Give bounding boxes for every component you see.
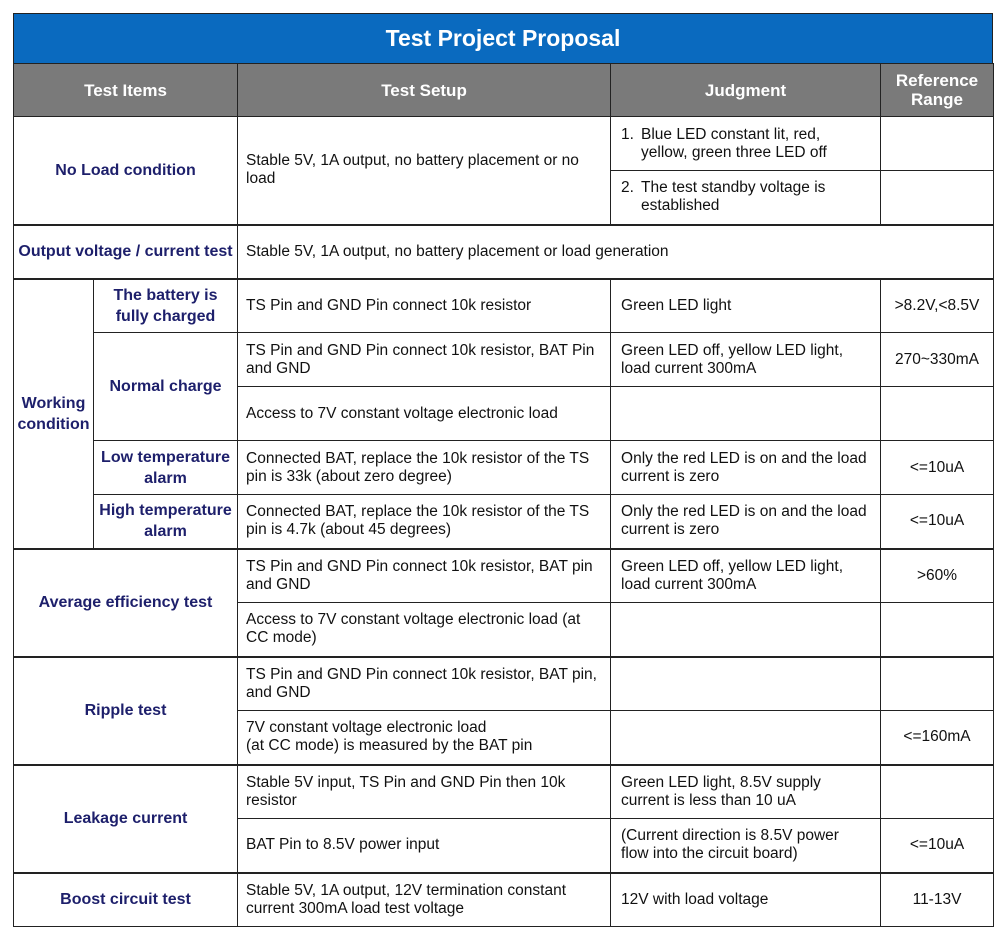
ripple-label: Ripple test <box>14 657 238 765</box>
working-condition-label: Working condition <box>14 279 94 549</box>
efficiency-ref-2 <box>881 603 994 657</box>
no-load-judgment-1: 1. Blue LED constant lit, red, yellow, green three LED off <box>611 117 881 171</box>
table-row <box>14 225 994 279</box>
fully-charged-label: The battery is fully charged <box>94 279 238 333</box>
low-temp-ref: <=10uA <box>881 441 994 495</box>
table-row <box>14 117 994 171</box>
efficiency-setup-2: Access to 7V constant voltage electronic load (at CC mode) <box>238 603 611 657</box>
table-row <box>14 657 994 711</box>
no-load-label: No Load condition <box>14 117 238 225</box>
efficiency-setup-1: TS Pin and GND Pin connect 10k resistor, BAT pin and GND <box>238 549 611 603</box>
leakage-label: Leakage current <box>14 765 238 873</box>
normal-charge-judgment-2 <box>611 387 881 441</box>
normal-charge-ref-1: 270~330mA <box>881 333 994 387</box>
low-temp-judgment: Only the red LED is on and the load current is zero <box>611 441 881 495</box>
efficiency-judgment-1: Green LED off, yellow LED light, load current 300mA <box>611 549 881 603</box>
table-row <box>14 765 994 819</box>
table-row <box>14 549 994 603</box>
high-temp-setup: Connected BAT, replace the 10k resistor of the TS pin is 4.7k (about 45 degrees) <box>238 495 611 549</box>
leakage-ref-2: <=10uA <box>881 819 994 873</box>
fully-charged-setup: TS Pin and GND Pin connect 10k resistor <box>238 279 611 333</box>
leakage-setup-2: BAT Pin to 8.5V power input <box>238 819 611 873</box>
efficiency-label: Average efficiency test <box>14 549 238 657</box>
boost-label: Boost circuit test <box>14 873 238 927</box>
proposal-table <box>13 63 994 927</box>
ripple-ref-2: <=160mA <box>881 711 994 765</box>
high-temp-ref: <=10uA <box>881 495 994 549</box>
ripple-setup-2 <box>238 711 611 765</box>
header-row <box>14 64 994 117</box>
no-load-setup: Stable 5V, 1A output, no battery placement or no load <box>238 117 611 225</box>
low-temp-setup: Connected BAT, replace the 10k resistor of the TS pin is 33k (about zero degree) <box>238 441 611 495</box>
normal-charge-setup-2: Access to 7V constant voltage electronic load <box>238 387 611 441</box>
ripple-setup-1: TS Pin and GND Pin connect 10k resistor, BAT pin, and GND <box>238 657 611 711</box>
leakage-setup-1: Stable 5V input, TS Pin and GND Pin then 10k resistor <box>238 765 611 819</box>
table-row <box>14 873 994 927</box>
table-row <box>14 441 994 495</box>
leakage-ref-1 <box>881 765 994 819</box>
header-judgment: Judgment <box>611 64 881 117</box>
no-load-ref-2 <box>881 171 994 225</box>
table-row <box>14 279 994 333</box>
proposal-table-container <box>13 13 993 927</box>
ripple-setup-2-line-1: 7V constant voltage electronic load <box>246 719 487 737</box>
normal-charge-setup-1: TS Pin and GND Pin connect 10k resistor, BAT Pin and GND <box>238 333 611 387</box>
fully-charged-judgment: Green LED light <box>611 279 881 333</box>
header-reference-range: Reference Range <box>881 64 994 117</box>
table-row <box>14 495 994 549</box>
header-test-items: Test Items <box>14 64 238 117</box>
leakage-judgment-1: Green LED light, 8.5V supply current is less than 10 uA <box>611 765 881 819</box>
efficiency-ref-1: >60% <box>881 549 994 603</box>
boost-judgment: 12V with load voltage <box>611 873 881 927</box>
fully-charged-ref: >8.2V,<8.5V <box>881 279 994 333</box>
table-row <box>14 333 994 387</box>
normal-charge-label: Normal charge <box>94 333 238 441</box>
table-title: Test Project Proposal <box>13 13 993 63</box>
output-label: Output voltage / current test <box>14 225 238 279</box>
ripple-setup-2-line-2: (at CC mode) is measured by the BAT pin <box>246 737 533 755</box>
ripple-ref-1 <box>881 657 994 711</box>
ripple-judgment-1 <box>611 657 881 711</box>
efficiency-judgment-2 <box>611 603 881 657</box>
normal-charge-ref-2 <box>881 387 994 441</box>
output-setup: Stable 5V, 1A output, no battery placement or load generation <box>238 225 994 279</box>
no-load-ref-1 <box>881 117 994 171</box>
low-temp-label: Low temperature alarm <box>94 441 238 495</box>
high-temp-label: High temperature alarm <box>94 495 238 549</box>
no-load-judgment-2: 2. The test standby voltage is established <box>611 171 881 225</box>
leakage-judgment-2: (Current direction is 8.5V power flow into the circuit board) <box>611 819 881 873</box>
ripple-judgment-2 <box>611 711 881 765</box>
boost-ref: 11-13V <box>881 873 994 927</box>
high-temp-judgment: Only the red LED is on and the load current is zero <box>611 495 881 549</box>
boost-setup: Stable 5V, 1A output, 12V termination constant current 300mA load test voltage <box>238 873 611 927</box>
normal-charge-judgment-1: Green LED off, yellow LED light, load current 300mA <box>611 333 881 387</box>
header-test-setup: Test Setup <box>238 64 611 117</box>
